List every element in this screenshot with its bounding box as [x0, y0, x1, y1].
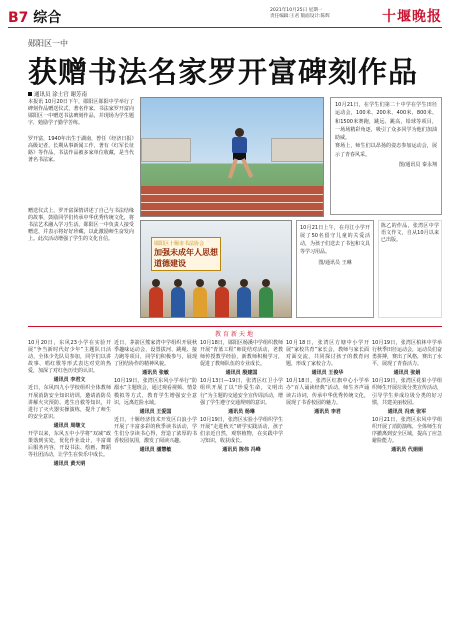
briefs-column-4: [286, 340, 369, 417]
brief-signature: 通讯员 黄天明: [53, 461, 86, 468]
track-lane: [141, 210, 323, 211]
date-line-2: 责任编辑:王君 版面设计:陈辉: [270, 14, 330, 19]
briefs-column-2: [114, 340, 197, 455]
brief-text: 10月13日—19日，张湾区红卫小学组织开展了以“珍爱生命，文明出行”为主题的交通安全宣传周活动，增强了学生遵守交通规则的意识。: [200, 378, 283, 406]
photo-building: [141, 138, 191, 162]
masthead: [8, 6, 442, 28]
runner-figure: [227, 128, 253, 184]
byline-text: 通讯员 涂士官 谢芳南: [34, 92, 87, 98]
runner-head: [235, 128, 244, 137]
banner-big-text: 加强未成年人思想道德建设: [154, 247, 218, 268]
briefs-column-3: [200, 340, 283, 455]
photo1-caption-box: [330, 97, 442, 215]
brief-text: 近日，东风四九小学校组织全体教师开展消防安全知识培训，邀请消防员讲解火灾预防、逃生自救等知识，并进行了灭火器实操演练，提升了师生的安全意识。: [28, 385, 111, 420]
person-head: [262, 279, 270, 287]
brief-text: 近日，茅箭区熊家湾中学组织开展秋季趣味运动会，设置拔河、跳绳、接力跑等项目，同学们积极参与，展现了团结协作的精神风貌。: [114, 340, 197, 368]
photo-building: [271, 138, 324, 162]
person-figure: [171, 287, 185, 317]
brief-signature: 通讯员 杨琳: [228, 408, 255, 415]
photo-runner: [140, 97, 324, 217]
byline-square-icon: [28, 92, 32, 96]
section-name: 综合: [33, 10, 62, 26]
section-band: [28, 326, 442, 337]
article-kicker: 郧阳区一中: [28, 39, 68, 48]
photo1-caption: 10月21日，在学生们第二十中学在学生田径运动会，100米、200米、400米、800米、和1500米赛跑，跳远、跳高，铅球等项目，一场场精彩角逐，吸引了众多同学为他们加油助威。: [335, 102, 437, 142]
person-head: [152, 279, 160, 287]
brief-signature: 通讯员 李君: [314, 408, 341, 415]
brief-signature: 通讯员 潘慧敏: [139, 447, 172, 454]
brief-text: 10月18日，张湾区红旗中心小学举办“百人诵读经典”活动，师生齐声诵读古诗词，传承中华优秀传统文化，展现了书香校园的魅力。: [286, 378, 369, 406]
photo2-caption-box: [296, 220, 374, 318]
right-note: [378, 220, 442, 318]
photo2-caption: 10月21日上午，在丹江小学开展了50名留守儿童的关爱活动，为孩子们送去了书包和文具等学习用品。: [300, 225, 371, 256]
article-lead: 本报讯 10月20日下午，郧阳区郧阳中学举行了碑刻作品赠送仪式，著名作家、书法家罗开富向郧阳区一中赠送书法碑刻作品，并现场为学生题字，勉励学子勤学苦练。: [28, 99, 134, 127]
brief-signature: 通讯员 殷建国: [225, 370, 258, 377]
briefs-column-5: [372, 340, 442, 455]
brief-text: 10月19日，张湾区柏林中学举行秋季田径运动会，运动员们奋勇拼搏，赛出了风格，赛出了水平，展现了青春活力。: [372, 340, 443, 368]
brief-signature: 通讯员 陈伟 冯峰: [222, 447, 261, 454]
runner-leg: [228, 158, 238, 178]
brief-text: 10月18日，张湾区方塘中小学开展“家校共育”家长会，教师与家长面对面交流，共同探讨孩子的教育问题，形成了家校合力。: [286, 340, 369, 368]
ceremony-banner: [151, 237, 221, 271]
section-code: B7: [8, 10, 29, 26]
right-note-text: 陈乙的作品，张湾区中学语文作文，自从10月以来已出版。: [381, 223, 439, 244]
brief-text: 10月19日，张湾区实验小学组织学生开展“走进秋天”研学实践活动，孩子们亲近自然，观察植物，在实践中学习知识，收获成长。: [200, 416, 283, 445]
article-byline: [28, 90, 87, 98]
runner-shirt: [232, 137, 247, 154]
person-head: [196, 279, 204, 287]
brief-text: 10月21日，张湾区东风中学组织开展了消防演练，全体师生有序撤离到安全区域，提高了应急避险能力。: [372, 416, 443, 445]
brief-text: 开学以来，东风五中小学将“双减”政策落到实处，优化作业设计，丰富课后服务内容，开设书法、绘画、舞蹈等社团活动，让学生在快乐中成长。: [28, 430, 111, 459]
newspaper-logo: 十堰晚报: [382, 9, 442, 25]
track-lane: [141, 194, 323, 195]
brief-signature: 通讯员 冯欢 张军: [387, 408, 427, 415]
brief-signature: 通讯员 张娟: [393, 370, 421, 377]
photo-ceremony: [140, 220, 292, 318]
brief-text: 10月18日，郧阳区杨溪中学组织教师开展“青蓝工程”师徒结对活动，老教师传授教学经验，新教师积极学习，促进了教师队伍的专业成长。: [200, 340, 283, 368]
photo1-note: 赛场上，师生们以昂扬的姿态参加运动会，展示了青春风采。: [335, 143, 437, 158]
article-headline: 获赠书法名家罗开富碑刻作品: [28, 55, 419, 89]
person-head: [218, 279, 226, 287]
banner-small-text: 郧阳区十堰市书法协会: [154, 241, 205, 247]
brief-signature: 通讯员 张敏: [142, 370, 169, 377]
brief-text: 10月19日，张湾区东风小学举行“防溺水”主题班会，通过观看视频、情景模拟等方式，教育学生增强安全意识，远离危险水域。: [114, 378, 197, 406]
person-figure: [215, 287, 229, 317]
brief-signature: 通讯员 王俊华: [311, 370, 344, 377]
brief-signature: 通讯员 李君文: [53, 377, 86, 384]
briefs-column-1: [28, 340, 111, 469]
person-head: [174, 279, 182, 287]
section-label: [8, 7, 61, 27]
article-col3: 赠送仪式上，罗开富深情讲述了自己与书法结缘的故事，鼓励同学们传承中华优秀传统文化，将书法艺术融入学习生活。郧阳区一中负责人接受赠送，并表示将好好珍藏，以此激励师生奋发向上。此次活动增强了学生的文化自信。: [28, 208, 134, 243]
photo2-credit: 图/通讯员 王琳: [318, 260, 352, 267]
photo1-credit: 图/通讯员 秦永翔: [398, 162, 437, 169]
person-figure: [149, 287, 163, 317]
brief-text: 近日，十堰经济技术开发区白浪小学开展了丰富多彩的秋季读书活动，学生们分享读书心得，营造了浓厚的书香校园氛围，激发了阅读兴趣。: [114, 416, 197, 445]
ceremony-people: [141, 283, 291, 317]
person-figure: [259, 287, 273, 317]
photo-track: [141, 186, 323, 216]
person-figure: [237, 287, 251, 317]
brief-text: 10月20日，东风23小学在实验开展“争当新时代好少年”主题队日活动，全体少先队员参加，同学们以讲故事、唱红歌等形式表达对党的热爱，加深了对红色历史的认识。: [28, 340, 111, 375]
brief-signature: 通讯员 代娟娟: [391, 447, 423, 454]
date-line: [270, 8, 380, 20]
brief-signature: 通讯员 周继文: [53, 422, 86, 429]
date-line-1: 2021年10月25日 星期一: [270, 8, 323, 13]
track-lane: [141, 202, 323, 203]
article-col2: 罗开富，1940年出生于湖南，曾任《经济日报》高级记者，长期从事新闻工作，著有《红军长征路》等作品，书法作品被多家单位收藏，是当代著名书法家。: [28, 136, 134, 164]
section-band-label: 教育新天地: [211, 329, 259, 338]
brief-text: 10月19日，张湾区花果小学组织师生开展垃圾分类宣传活动，引导学生养成垃圾分类的好习惯，共建美丽校园。: [372, 378, 443, 406]
person-figure: [193, 287, 207, 317]
brief-signature: 通讯员 王爱国: [139, 408, 172, 415]
person-head: [240, 279, 248, 287]
runner-leg: [241, 158, 253, 178]
